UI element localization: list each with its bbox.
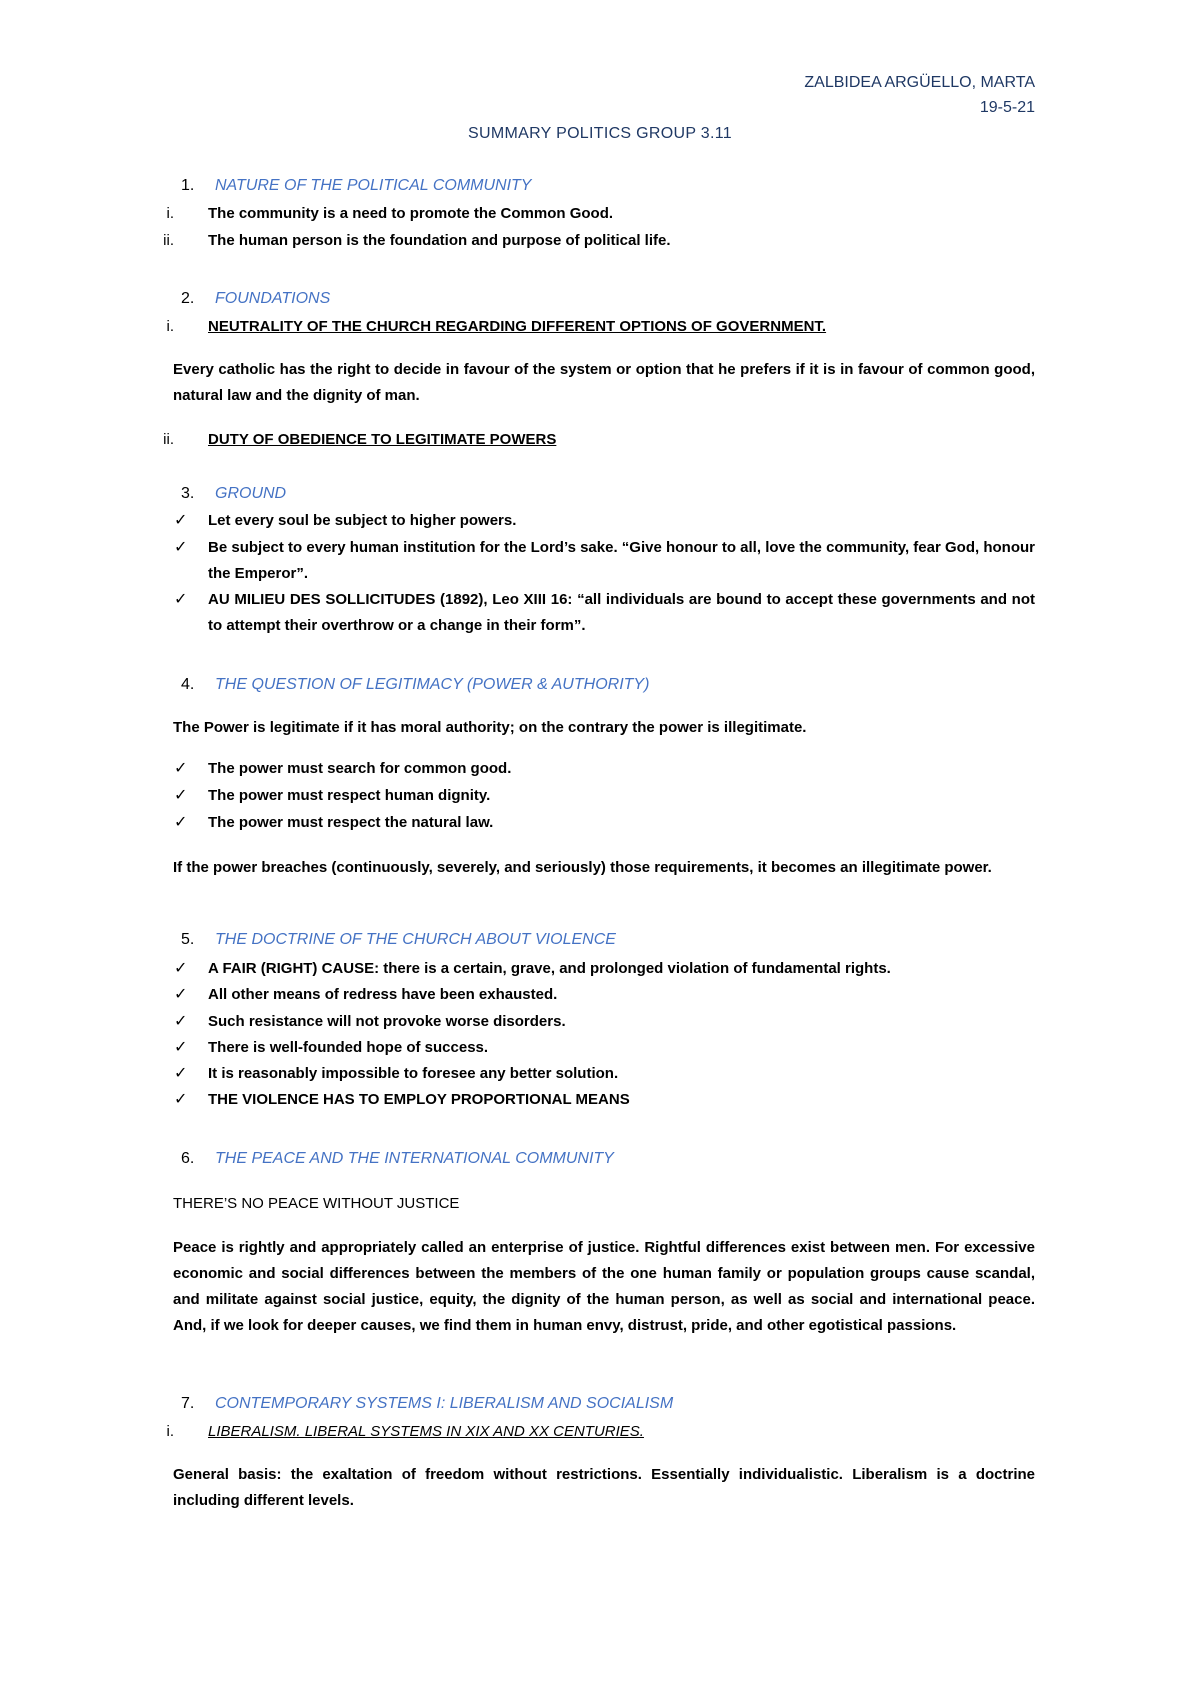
checkmark-icon: ✓ <box>174 1039 188 1056</box>
section-2-heading <box>181 290 331 308</box>
subheading: LIBERALISM. LIBERAL SYSTEMS IN XIX AND XX CENTURIES. <box>208 1423 644 1440</box>
section-1-heading <box>181 177 532 195</box>
bullet-item: Let every soul be subject to higher powers. <box>208 512 517 529</box>
paragraph: General basis: the exaltation of freedom without restrictions. Essentially individualistic. Liberalism is a doctrine including different levels. <box>173 1466 1035 1509</box>
document-date: 19-5-21 <box>979 99 1035 116</box>
bullet-item: A FAIR (RIGHT) CAUSE: there is a certain, grave, and prolonged violation of fundamental rights. <box>208 960 891 977</box>
author-name: ZALBIDEA ARGÜELLO, MARTA <box>804 74 1035 91</box>
section-number: 5. <box>181 931 195 948</box>
section-number: 2. <box>181 290 195 307</box>
bullet-item: It is reasonably impossible to foresee any better solution. <box>208 1065 619 1082</box>
checkmark-icon: ✓ <box>174 760 188 777</box>
checkmark-icon: ✓ <box>174 1091 188 1108</box>
checkmark-icon: ✓ <box>174 787 188 804</box>
section-number: 6. <box>181 1150 195 1167</box>
section-title: THE DOCTRINE OF THE CHURCH ABOUT VIOLENCE <box>215 931 616 948</box>
subheading: NEUTRALITY OF THE CHURCH REGARDING DIFFERENT OPTIONS OF GOVERNMENT. <box>208 318 827 335</box>
section-4-heading <box>181 676 650 694</box>
section-3-heading <box>181 485 287 503</box>
section-number: 4. <box>181 676 195 693</box>
section-title: FOUNDATIONS <box>215 290 331 307</box>
section-7-heading <box>181 1395 674 1413</box>
roman-numeral: ii. <box>163 232 174 249</box>
checkmark-icon: ✓ <box>174 539 188 556</box>
bullet-item: Be subject to every human institution for the Lord’s sake. “Give honour to all, love the community, fear God, honour the Emperor”. <box>208 539 1035 582</box>
section-title: THE QUESTION OF LEGITIMACY (POWER & AUTHORITY) <box>215 676 650 693</box>
checkmark-icon: ✓ <box>174 512 188 529</box>
checkmark-icon: ✓ <box>174 591 188 608</box>
paragraph: If the power breaches (continuously, severely, and seriously) those requirements, it becomes an illegitimate power. <box>173 859 992 876</box>
section-number: 3. <box>181 485 195 502</box>
list-item: The human person is the foundation and purpose of political life. <box>208 232 671 249</box>
section-title: GROUND <box>215 485 287 502</box>
roman-numeral: ii. <box>163 431 174 448</box>
checkmark-icon: ✓ <box>174 1013 188 1030</box>
checkmark-icon: ✓ <box>174 1065 188 1082</box>
checkmark-icon: ✓ <box>174 814 188 831</box>
bullet-item: There is well-founded hope of success. <box>208 1039 489 1056</box>
section-title: THE PEACE AND THE INTERNATIONAL COMMUNITY <box>215 1150 614 1167</box>
roman-numeral: i. <box>166 318 174 335</box>
section-subtitle: THERE’S NO PEACE WITHOUT JUSTICE <box>173 1195 460 1212</box>
section-number: 1. <box>181 177 195 194</box>
bullet-item: The power must search for common good. <box>208 760 512 777</box>
section-number: 7. <box>181 1395 195 1412</box>
section-title: CONTEMPORARY SYSTEMS I: LIBERALISM AND SOCIALISM <box>215 1395 674 1412</box>
checkmark-icon: ✓ <box>174 986 188 1003</box>
paragraph: The Power is legitimate if it has moral authority; on the contrary the power is illegitimate. <box>173 719 807 736</box>
document-title: SUMMARY POLITICS GROUP 3.11 <box>468 125 732 142</box>
bullet-item: All other means of redress have been exhausted. <box>208 986 558 1003</box>
bullet-item: Such resistance will not provoke worse disorders. <box>208 1013 566 1030</box>
bullet-item: AU MILIEU DES SOLLICITUDES (1892), Leo XIII 16: “all individuals are bound to accept these governments and not to attempt their overthrow or a change in their form”. <box>208 591 1035 634</box>
roman-numeral: i. <box>166 1423 174 1440</box>
list-item: The community is a need to promote the Common Good. <box>208 205 614 222</box>
bullet-item: The power must respect the natural law. <box>208 814 494 831</box>
bullet-item: The power must respect human dignity. <box>208 787 491 804</box>
paragraph: Peace is rightly and appropriately called an enterprise of justice. Rightful differences exist between men. For excessive economic and social differences between the members of the one human family or population groups cause scandal, and militate against social justice, equity, the dignity of the human person, as well as social and international peace. And, if we look for deeper causes, we find them in human envy, distrust, pride, and other egotistical passions. <box>173 1239 1035 1334</box>
paragraph: Every catholic has the right to decide in favour of the system or option that he prefers if it is in favour of common good, natural law and the dignity of man. <box>173 361 1035 404</box>
subheading: DUTY OF OBEDIENCE TO LEGITIMATE POWERS <box>208 431 557 448</box>
section-title: NATURE OF THE POLITICAL COMMUNITY <box>215 177 532 194</box>
checkmark-icon: ✓ <box>174 960 188 977</box>
bullet-item: THE VIOLENCE HAS TO EMPLOY PROPORTIONAL MEANS <box>208 1091 630 1108</box>
section-6-heading <box>181 1150 614 1168</box>
roman-numeral: i. <box>166 205 174 222</box>
section-5-heading <box>181 931 616 949</box>
